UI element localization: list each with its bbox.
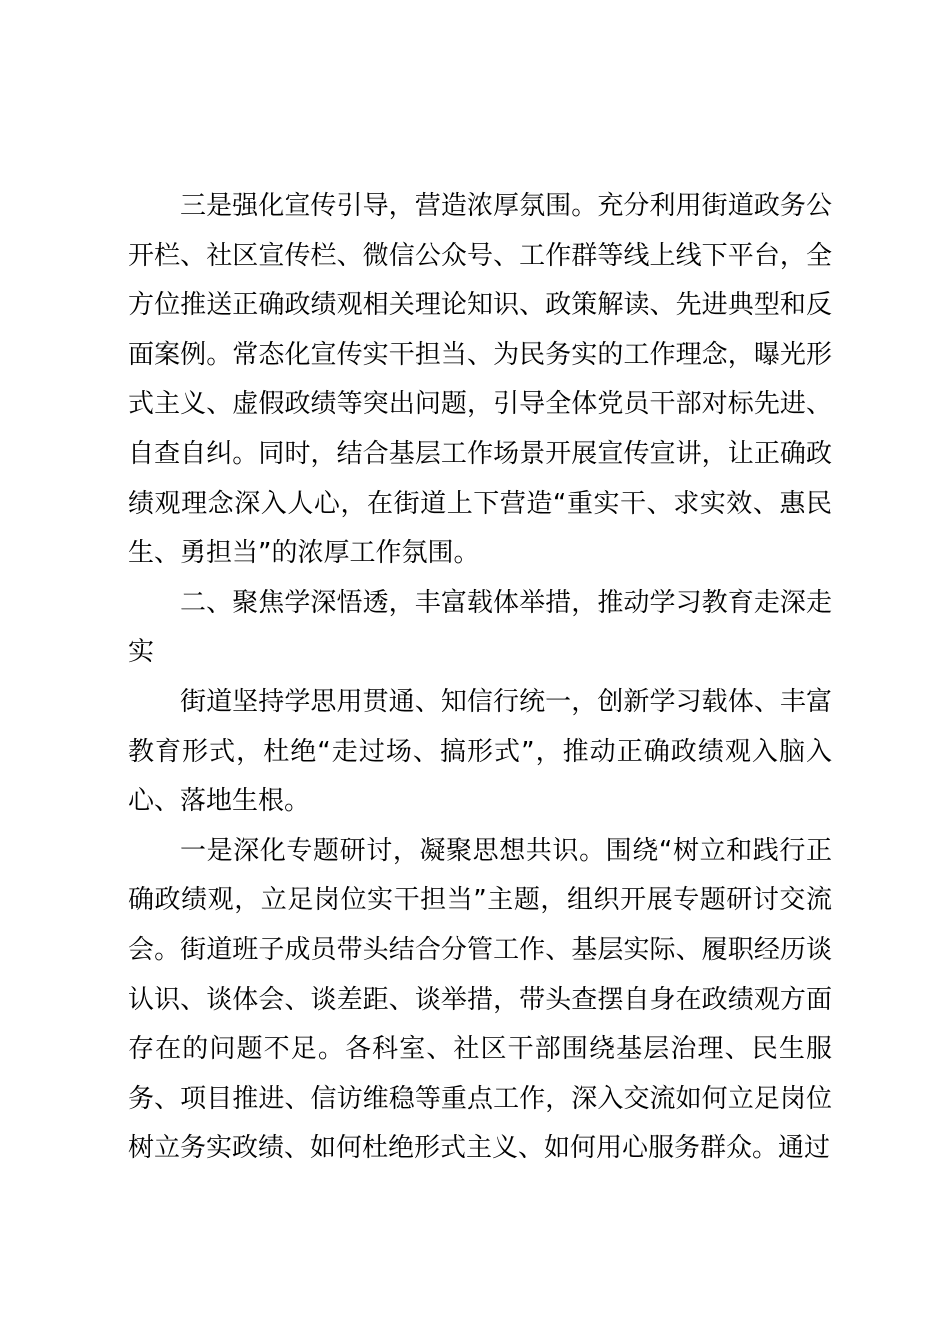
document-body <box>128 182 832 1174</box>
paragraph-special-seminar: 一是深化专题研讨，凝聚思想共识。围绕“树立和践行正确政绩观，立足岗位实干担当”主题，组织开展专题研讨交流会。街道班子成员带头结合分管工作、基层实际、履职经历谈认识、谈体会、谈差距、谈举措，带头查摆自身在政绩观方面存在的问题不足。各科室、社区干部围绕基层治理、民生服务、项目推进、信访维稳等重点工作，深入交流如何立足岗位树立务实政绩、如何杜绝形式主义、如何用心服务群众。通过 <box>128 835 832 1164</box>
paragraph-publicity-guidance: 三是强化宣传引导，营造浓厚氛围。充分利用街道政务公开栏、社区宣传栏、微信公众号、工作群等线上线下平台，全方位推送正确政绩观相关理论知识、政策解读、先进典型和反面案例。常态化宣传实干担当、为民务实的工作理念，曝光形式主义、虚假政绩等突出问题，引导全体党员干部对标先进、自查自纠。同时，结合基层工作场景开展宣传宣讲，让正确政绩观理念深入人心，在街道上下营造“重实干、求实效、惠民生、勇担当”的浓厚工作氛围。 <box>128 191 832 569</box>
section-heading-2: 二、聚焦学深悟透，丰富载体举措，推动学习教育走深走实 <box>128 587 832 668</box>
paragraph-section-intro: 街道坚持学思用贯通、知信行统一，创新学习载体、丰富教育形式，杜绝“走过场、搞形式”，推动正确政绩观入脑入心、落地生根。 <box>128 686 832 817</box>
